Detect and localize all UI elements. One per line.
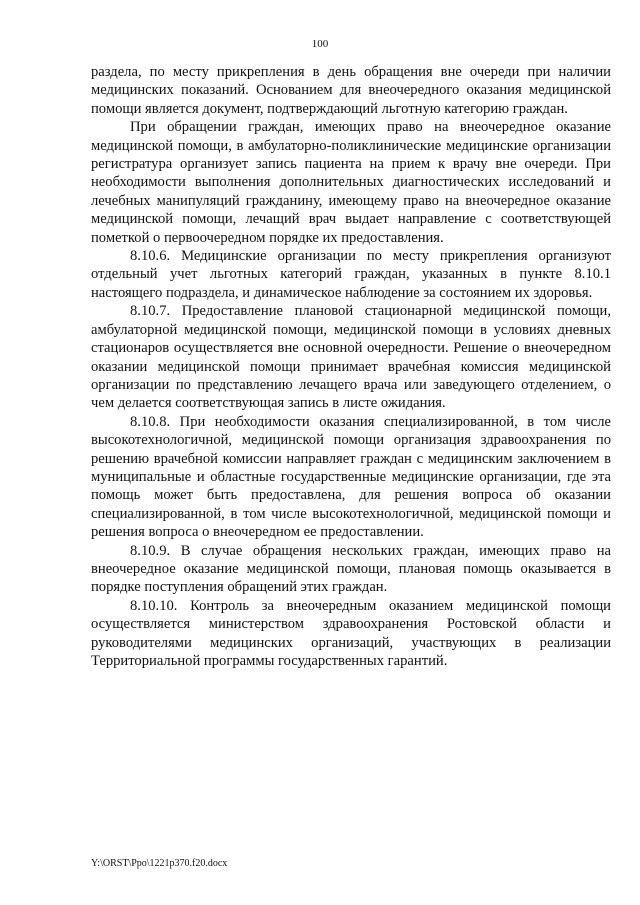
document-body (91, 63, 611, 670)
paragraph-extraordinary-appeal: При обращении граждан, имеющих право на внеочередное оказание медицинской помощи, в амбулаторно-поликлинические медицинские организации регистратура организует запись пациента на прием к врачу вне очереди. При необходимости выполнения дополнительных диагностических исследований и лечебных манипуляций гражданину, имеющему право на внеочередное оказание медицинской помощи, лечащий врач выдает направление с соответствующей пометкой о первоочередном порядке их предоставления. (91, 119, 611, 246)
paragraph-continuation: раздела, по месту прикрепления в день обращения вне очереди при наличии медицинских показаний. Основанием для внеочередного оказания медицинской помощи является документ, подтверждающий льготную категорию граждан. (91, 64, 611, 117)
footer-file-path: Y:\ORST\Ppo\1221p370.f20.docx (91, 858, 228, 869)
page-number: 100 (311, 38, 329, 50)
paragraph-8-10-10: 8.10.10. Контроль за внеочередным оказанием медицинской помощи осуществляется министерством здравоохранения Ростовской области и руководителями медицинских организаций, участвующих в реализации Территориальной программы государственных гарантий. (91, 597, 611, 669)
paragraph-8-10-6: 8.10.6. Медицинские организации по месту прикрепления организуют отдельный учет льготных категорий граждан, указанных в пункте 8.10.1 настоящего подраздела, и динамическое наблюдение за состоянием их здоровья. (91, 248, 611, 301)
paragraph-8-10-7: 8.10.7. Предоставление плановой стационарной медицинской помощи, амбулаторной медицинской помощи, медицинской помощи в условиях дневных стационаров осуществляется вне основной очередности. Решение о внеочередном оказании медицинской помощи принимает врачебная комиссия медицинской организации по представлению лечащего врача или заведующего отделением, о чем делается соответствующая запись в листе ожидания. (91, 303, 611, 412)
paragraph-8-10-9: 8.10.9. В случае обращения нескольких граждан, имеющих право на внеочередное оказание медицинской помощи, плановая помощь оказывается в порядке поступления обращений этих граждан. (91, 542, 611, 596)
paragraph-8-10-8: 8.10.8. При необходимости оказания специализированной, в том числе высокотехнологичной, медицинской помощи организация здравоохранения по решению врачебной комиссии направляет граждан с медицинским заключением в муниципальные и областные государственные медицинские организации, где эта помощь может быть предоставлена, для решения вопроса об оказании специализированной, в том числе высокотехнологичной, медицинской помощи и решения вопроса о внеочередном ее предоставлении. (91, 413, 611, 541)
